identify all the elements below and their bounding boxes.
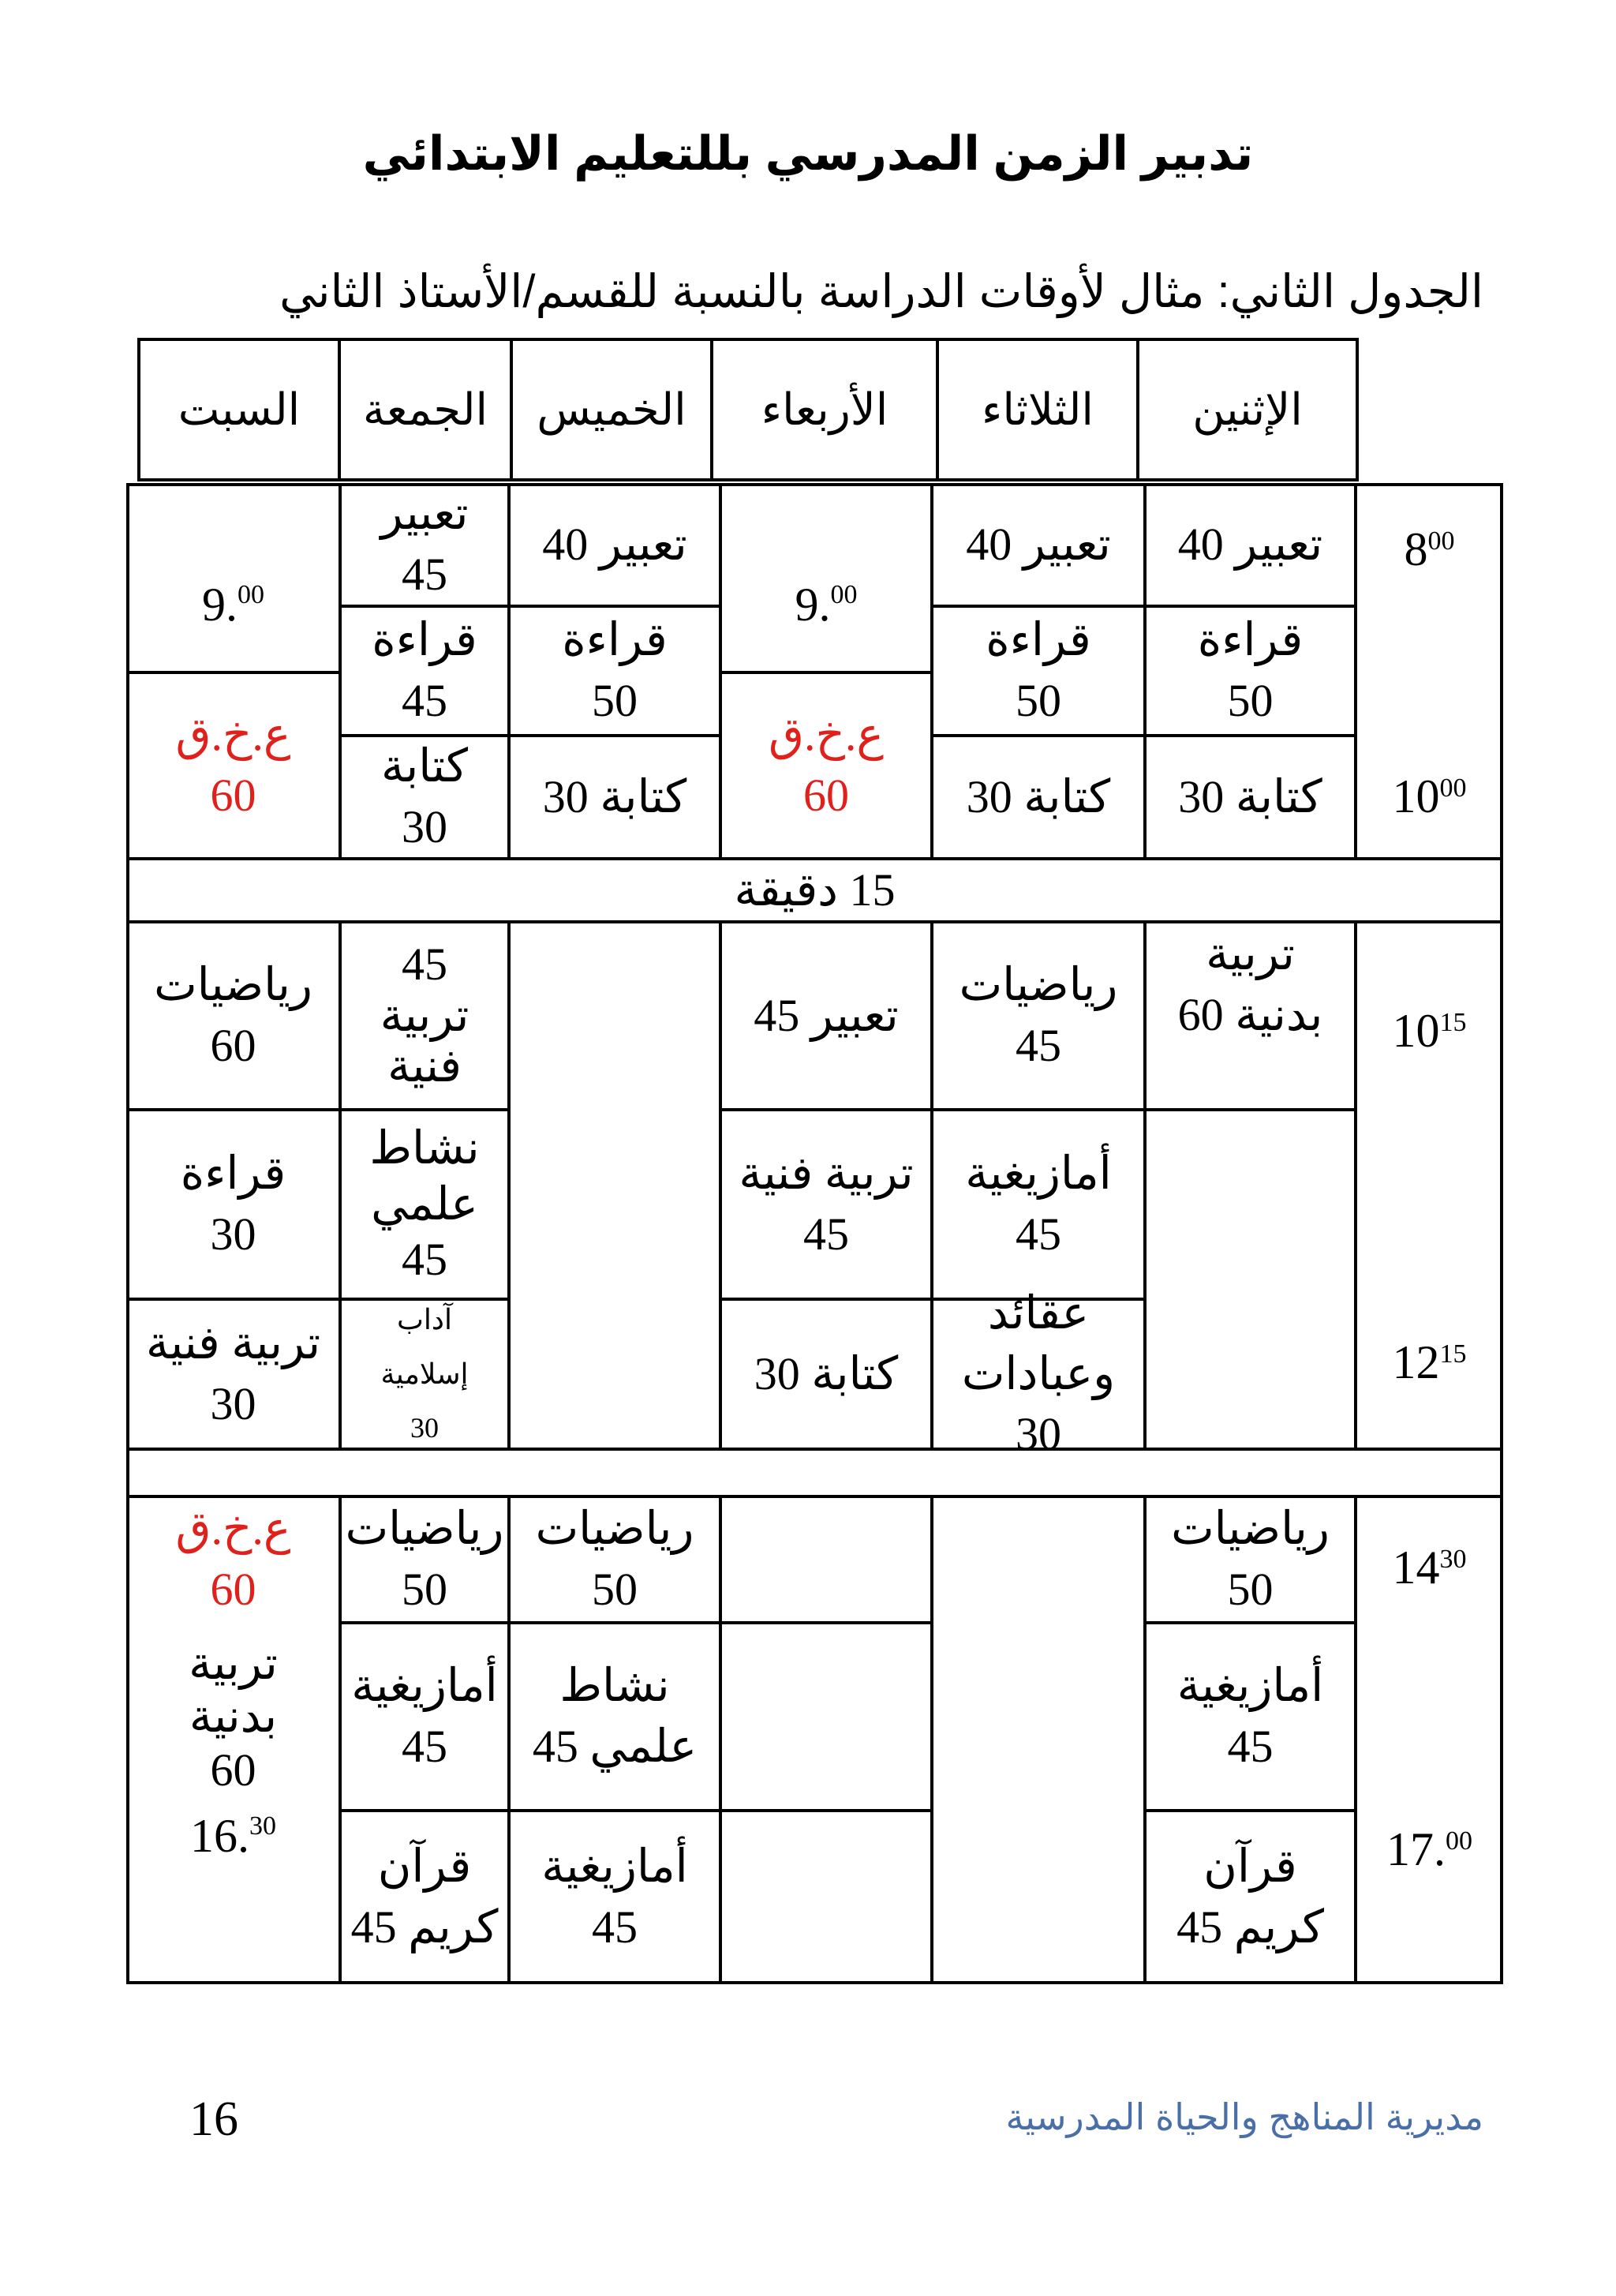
cell-monday-1: تعبير 40 (1177, 518, 1323, 570)
cell-monday-5: رياضيات 50 (1171, 1503, 1330, 1615)
page-number: 16 (189, 2092, 238, 2146)
day-header-thursday: الخميس (510, 338, 710, 481)
cell-saturday-1: ع.خ.ق 60 (175, 709, 291, 821)
table-caption: الجدول الثاني: مثال لأوقات الدراسة بالنسبة للقسم/الأستاذ الثاني (279, 266, 1483, 317)
day-header-row (137, 338, 1359, 481)
time-label-8: $8^{00}$ (1404, 523, 1455, 576)
footer-directorate: مديرية المناهج والحياة المدرسية (1005, 2096, 1483, 2137)
schedule-table (126, 483, 1503, 1984)
cell-thursday-5: أمازيغية 45 (351, 1660, 498, 1772)
cell-monday-3: كتابة 30 (1178, 770, 1322, 822)
cell-tuesday-1: تعبير 40 (966, 518, 1111, 570)
time-label-14-30: $14^{30}$ (1392, 1541, 1467, 1594)
cell-thursday-6: قرآن كريم 45 (350, 1841, 499, 1953)
cell-tuesday-2: قراءة 50 (986, 614, 1091, 726)
cell-thursday-4: رياضيات 50 (345, 1503, 504, 1615)
page-title: تدبير الزمن المدرسي بللتعليم الابتدائي (362, 127, 1254, 180)
cell-tuesday-4: رياضيات 45 (959, 959, 1118, 1071)
cell-friday-8: تربية بدنية 60 (189, 1638, 278, 1796)
cell-wednesday-3: تربية فنية 45 (739, 1148, 914, 1260)
time-marker-wednesday: 9.00 (795, 579, 858, 631)
cell-tuesday-3: كتابة 30 (966, 770, 1111, 822)
day-header-wednesday: الأربعاء (710, 338, 936, 481)
cell-saturday-2: رياضيات 60 (154, 959, 312, 1071)
day-header-tuesday: الثلاثاء (936, 338, 1136, 481)
cell-wednesday-6: نشاط علمي 45 (532, 1660, 698, 1772)
day-header-friday: الجمعة (338, 338, 510, 481)
cell-wednesday-2: تعبير 45 (754, 989, 899, 1041)
day-header-saturday: السبت (137, 338, 338, 481)
time-marker-saturday: 9.00 (202, 579, 264, 631)
cell-wednesday-4: كتابة 30 (754, 1347, 899, 1399)
time-label-17: 17.00 (1386, 1823, 1472, 1876)
cell-friday-2: قراءة 45 (372, 614, 477, 726)
cell-friday-6: آداب إسلامية 30 (380, 1304, 469, 1444)
cell-friday-1: تعبير 45 (380, 488, 469, 600)
cell-wednesday-7: أمازيغية 45 (541, 1841, 688, 1953)
cell-tuesday-6: عقائد وعبادات 30 (961, 1287, 1116, 1460)
cell-wednesday-1: ع.خ.ق 60 (768, 709, 885, 821)
cell-saturday-3: قراءة 30 (180, 1148, 286, 1260)
time-label-12-15: $12^{15}$ (1392, 1336, 1467, 1389)
cell-friday-5: نشاط علمي 45 (369, 1122, 480, 1286)
cell-monday-6: أمازيغية 45 (1176, 1660, 1324, 1772)
cell-friday-3: كتابة 30 (380, 740, 469, 852)
cell-thursday-1: تعبير 40 (542, 518, 687, 570)
cell-saturday-4: تربية فنية 30 (145, 1317, 321, 1429)
break-row: 15 دقيقة (734, 863, 896, 916)
cell-thursday-2: قراءة 50 (562, 614, 668, 726)
cell-monday-7: قرآن كريم 45 (1176, 1841, 1324, 1953)
cell-wednesday-5: رياضيات 50 (535, 1503, 694, 1615)
cell-monday-2: قراءة 50 (1197, 614, 1304, 726)
time-label-10: $10^{00}$ (1392, 770, 1467, 823)
cell-monday-4: تربية بدنية 60 (1177, 928, 1323, 1040)
cell-friday-4: 45 تربية فنية (380, 938, 469, 1092)
cell-thursday-3: كتابة 30 (542, 770, 687, 822)
day-header-monday: الإثنين (1136, 338, 1359, 481)
cell-friday-7: ع.خ.ق 60 (175, 1503, 291, 1615)
cell-tuesday-5: أمازيغية 45 (965, 1148, 1112, 1260)
time-marker-friday: 16.30 (190, 1810, 276, 1863)
time-label-10-15: $10^{15}$ (1392, 1005, 1467, 1058)
